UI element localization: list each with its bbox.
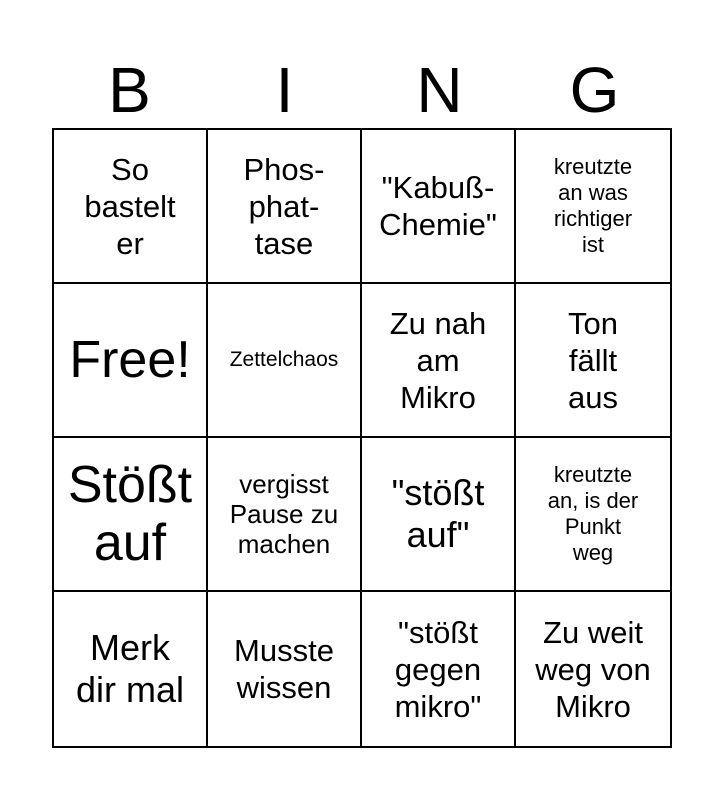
header-letter-n: N xyxy=(416,54,463,126)
bingo-cell[interactable] xyxy=(516,284,670,438)
cell-text: kreutzte an, is der Punkt weg xyxy=(547,462,639,565)
cell-text: Free! xyxy=(69,331,191,389)
bingo-cell[interactable] xyxy=(362,130,516,284)
bingo-cell[interactable] xyxy=(208,438,362,592)
cell-text: Ton fällt aus xyxy=(568,305,618,415)
header-letter-g: G xyxy=(569,54,620,126)
header-letter-i: I xyxy=(275,54,294,126)
cell-text: Stößt auf xyxy=(67,456,193,572)
bingo-cell[interactable] xyxy=(516,592,670,746)
bingo-board xyxy=(52,128,672,748)
bingo-cell[interactable] xyxy=(54,130,208,284)
cell-text: "stößt auf" xyxy=(391,472,485,555)
cell-text: kreutzte an was richtiger ist xyxy=(553,154,633,257)
header-letter-b: B xyxy=(108,54,151,126)
cell-text: So bastelt er xyxy=(84,151,176,261)
cell-text: "Kabuß- Chemie" xyxy=(379,170,497,242)
bingo-cell[interactable] xyxy=(362,284,516,438)
cell-text: Zu weit weg von Mikro xyxy=(535,614,651,724)
bingo-free-cell[interactable] xyxy=(54,284,208,438)
bingo-header xyxy=(52,52,672,128)
bingo-cell[interactable] xyxy=(362,592,516,746)
bingo-cell[interactable] xyxy=(208,592,362,746)
cell-text: "stößt gegen mikro" xyxy=(394,614,482,724)
bingo-cell[interactable] xyxy=(516,130,670,284)
cell-text: Merk dir mal xyxy=(75,627,185,710)
cell-text: vergisst Pause zu machen xyxy=(229,469,339,559)
cell-text: Zettelchaos xyxy=(229,348,339,371)
bingo-cell[interactable] xyxy=(516,438,670,592)
bingo-cell[interactable] xyxy=(54,438,208,592)
bingo-cell[interactable] xyxy=(208,130,362,284)
cell-text: Musste wissen xyxy=(234,633,334,705)
bingo-cell[interactable] xyxy=(54,592,208,746)
bingo-cell[interactable] xyxy=(362,438,516,592)
cell-text: Zu nah am Mikro xyxy=(389,305,487,415)
bingo-cell[interactable] xyxy=(208,284,362,438)
cell-text: Phos- phat- tase xyxy=(243,151,325,261)
